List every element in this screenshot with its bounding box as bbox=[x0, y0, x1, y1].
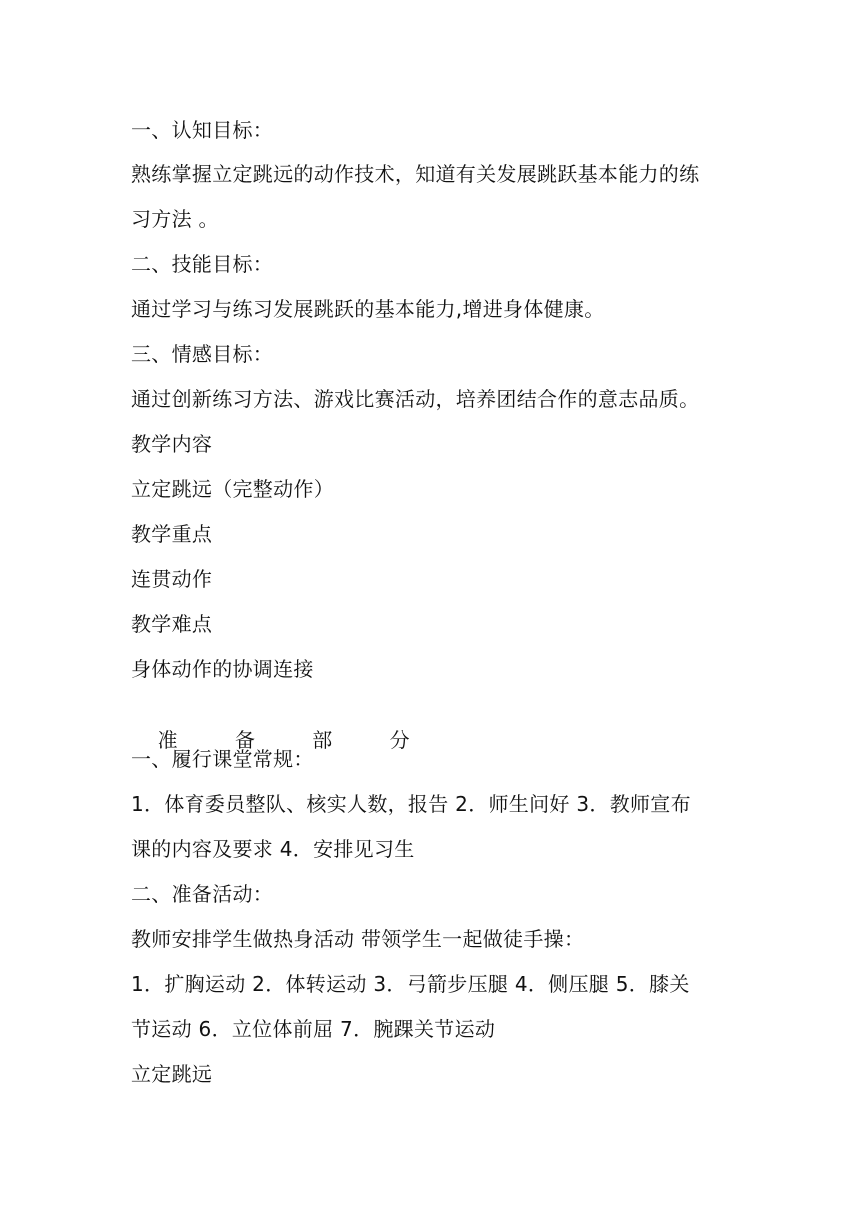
heading-affective-goal: 三、情感目标： bbox=[131, 342, 274, 366]
section-char: 部 bbox=[312, 728, 333, 752]
heading-skill-goal: 二、技能目标： bbox=[131, 252, 274, 276]
heading-teaching-difficulty: 教学难点 bbox=[131, 612, 213, 636]
section-char: 准 bbox=[157, 728, 178, 752]
section-char: 分 bbox=[389, 728, 410, 752]
paragraph-line: 熟练掌握立定跳远的动作技术，知道有关发展跳跃基本能力的练 bbox=[131, 162, 700, 186]
heading-standing-long-jump: 立定跳远 bbox=[131, 1062, 213, 1086]
heading-teaching-focus: 教学重点 bbox=[131, 522, 213, 546]
paragraph-line: 课的内容及要求 4．安排见习生 bbox=[131, 837, 415, 861]
paragraph-line: 节运动 6．立位体前屈 7．腕踝关节运动 bbox=[131, 1017, 496, 1041]
paragraph-line: 1．体育委员整队、核实人数，报告 2．师生问好 3．教师宣布 bbox=[131, 792, 691, 816]
paragraph-line: 通过创新练习方法、游戏比赛活动，培养团结合作的意志品质。 bbox=[131, 387, 700, 411]
paragraph-line: 身体动作的协调连接 bbox=[131, 657, 314, 681]
heading-class-routine: 一、履行课堂常规： bbox=[131, 747, 314, 771]
paragraph-line: 立定跳远（完整动作） bbox=[131, 477, 334, 501]
paragraph-line: 教师安排学生做热身活动 带领学生一起做徒手操： bbox=[131, 927, 585, 951]
section-char: 备 bbox=[234, 728, 256, 752]
heading-warmup: 二、准备活动： bbox=[131, 882, 274, 906]
heading-cognitive-goal: 一、认知目标： bbox=[131, 118, 274, 142]
paragraph-line: 1．扩胸运动 2．体转运动 3．弓箭步压腿 4．侧压腿 5．膝关 bbox=[131, 972, 690, 996]
paragraph-line: 通过学习与练习发展跳跃的基本能力,增进身体健康。 bbox=[131, 297, 605, 321]
paragraph-line: 习方法 。 bbox=[131, 207, 219, 231]
heading-teaching-content: 教学内容 bbox=[131, 432, 213, 456]
paragraph-line: 连贯动作 bbox=[131, 567, 213, 591]
